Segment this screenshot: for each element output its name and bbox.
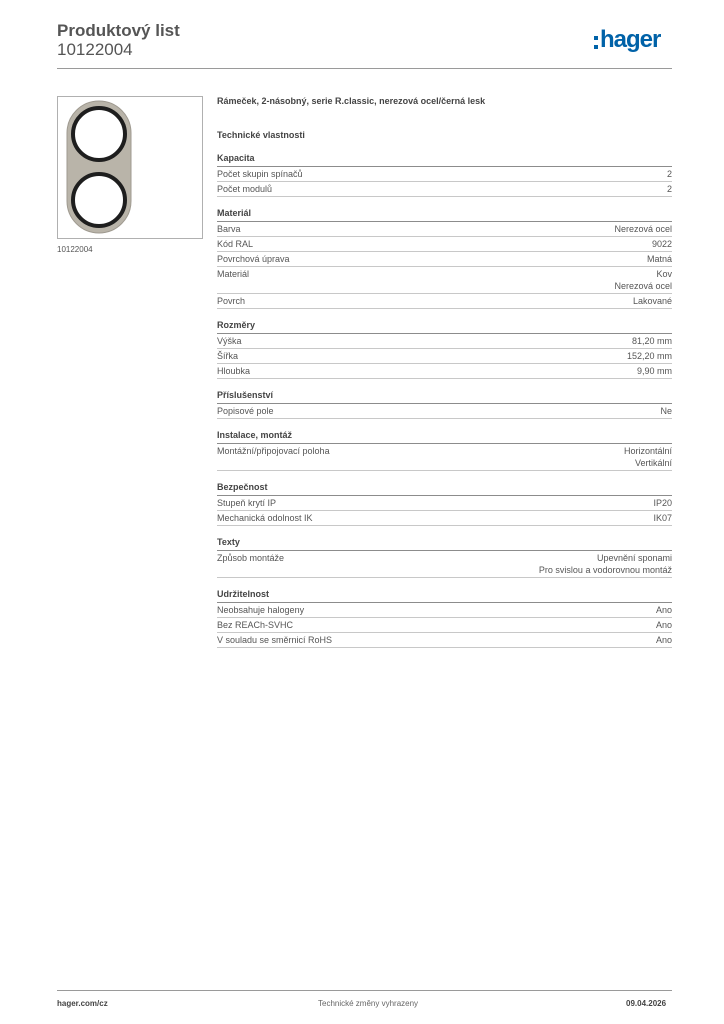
spec-group-title: Udržitelnost [217,588,672,603]
spec-value-line: Matná [646,254,672,264]
spec-label: Mechanická odolnost IK [217,513,313,523]
spec-row [217,551,672,578]
spec-label: Kód RAL [217,239,254,249]
spec-group [217,588,672,648]
spec-value-line: IP20 [653,498,672,508]
spec-row [217,252,672,267]
spec-group [217,389,672,419]
spec-group [217,207,672,309]
spec-value-line: IK07 [653,513,672,523]
spec-label: Hloubka [217,366,251,376]
spec-row [217,496,672,511]
spec-group [217,536,672,578]
spec-label: Povrch [217,296,246,306]
spec-group-title: Instalace, montáž [217,429,672,444]
spec-value [539,552,672,576]
spec-value-line: Pro svislou a vodorovnou montáž [538,565,672,575]
spec-label: Počet skupin spínačů [217,169,303,179]
spec-value-line: Ano [655,605,672,615]
spec-value [667,183,672,195]
spec-row [217,294,672,309]
spec-groups [217,152,672,648]
spec-value [656,634,672,646]
spec-row [217,404,672,419]
spec-value [633,295,672,307]
spec-value-line: Vertikální [634,458,672,468]
header-divider [57,68,672,69]
spec-value [653,512,672,524]
spec-label: Počet modulů [217,184,273,194]
spec-group [217,481,672,526]
product-image [57,96,203,239]
logo-text: hager [600,26,661,53]
spec-label: Bez REACh-SVHC [217,620,294,630]
spec-label: Barva [217,224,241,234]
spec-row [217,334,672,349]
spec-value [647,253,672,265]
spec-value-line: Upevnění sponami [596,553,672,563]
spec-value [660,405,672,417]
spec-group [217,429,672,471]
footer-date: 09.04.2026 [626,999,667,1008]
spec-value [624,445,672,469]
spec-value-line: 9,90 mm [636,366,672,376]
spec-value [656,604,672,616]
spec-value [614,268,672,292]
specification-content [217,95,672,658]
spec-value-line: Nerezová ocel [614,281,672,291]
spec-label: Způsob montáže [217,553,285,563]
spec-label: Šířka [217,351,239,361]
spec-group-title: Kapacita [217,152,672,167]
spec-label: Stupeň krytí IP [217,498,277,508]
spec-label: Povrchová úprava [217,254,290,264]
spec-row [217,603,672,618]
spec-group-title: Rozměry [217,319,672,334]
spec-value [653,497,672,509]
spec-row [217,222,672,237]
spec-group [217,152,672,197]
page-title: Produktový list [57,21,180,40]
spec-value [656,619,672,631]
spec-group-title: Bezpečnost [217,481,672,496]
spec-label: Montážní/připojovací poloha [217,446,330,456]
spec-group [217,319,672,379]
spec-group-title: Materiál [217,207,672,222]
spec-row [217,167,672,182]
spec-label: Výška [217,336,242,346]
spec-value-line: 9022 [651,239,672,249]
spec-label: Materiál [217,269,250,279]
spec-value-line: Kov [656,269,672,279]
spec-label: V souladu se směrnicí RoHS [217,635,333,645]
spec-value-line: 152,20 mm [626,351,672,361]
spec-row [217,364,672,379]
spec-label: Neobsahuje halogeny [217,605,305,615]
spec-row [217,633,672,648]
spec-value [637,365,672,377]
spec-value [667,168,672,180]
section-heading: Technické vlastnosti [217,130,305,140]
spec-row [217,511,672,526]
spec-value-line: Lakované [632,296,672,306]
footer-website[interactable]: hager.com/cz [57,999,108,1008]
spec-value-line: Horizontální [623,446,672,456]
spec-row [217,618,672,633]
logo-colon-icon [594,36,598,50]
spec-value-line: 2 [666,169,672,179]
spec-value-line: 2 [666,184,672,194]
spec-value [614,223,672,235]
product-code: 10122004 [57,40,133,59]
footer-divider [57,990,672,991]
spec-value-line: Nerezová ocel [614,224,672,234]
product-name: Rámeček, 2-násobný, serie R.classic, nerezová ocel/černá lesk [217,96,486,106]
spec-row [217,267,672,294]
spec-row [217,349,672,364]
footer-disclaimer: Technické změny vyhrazeny [318,999,419,1008]
spec-row [217,444,672,471]
double-frame-product-image [58,97,202,238]
spec-label: Popisové pole [217,406,274,416]
spec-value-line: 81,20 mm [631,336,672,346]
spec-value-line: Ano [655,635,672,645]
spec-value [627,350,672,362]
hager-logo [594,26,674,55]
spec-group-title: Texty [217,536,672,551]
spec-value [632,335,672,347]
spec-value-line: Ne [660,406,672,416]
spec-value-line: Ano [655,620,672,630]
spec-row [217,237,672,252]
spec-group-title: Příslušenství [217,389,672,404]
spec-value [652,238,672,250]
spec-row [217,182,672,197]
image-caption: 10122004 [57,245,93,254]
